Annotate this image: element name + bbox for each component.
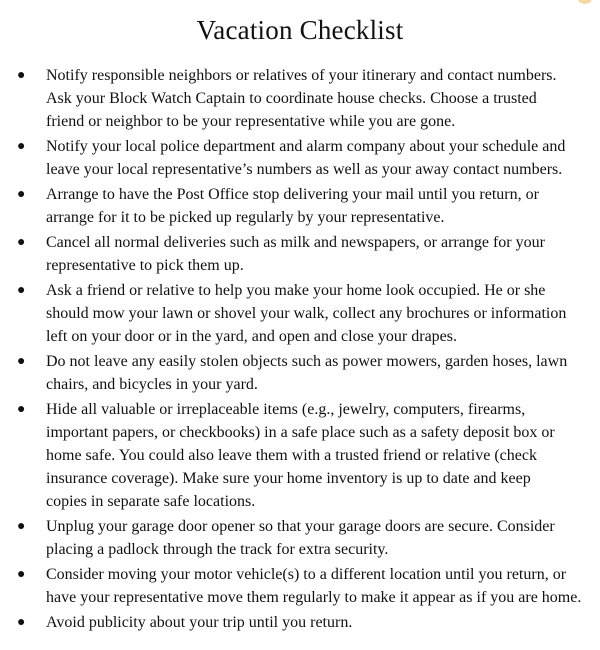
checklist-item [0, 515, 600, 561]
checklist-item-line: Ask a friend or relative to help you make your home look occupied. He or she [46, 282, 546, 299]
bullet-icon: ● [17, 519, 26, 534]
checklist-item-line: important papers, or checkbooks) in a safe place such as a safety deposit box or [46, 424, 555, 441]
checklist [0, 64, 600, 636]
bullet-icon: ● [17, 187, 26, 202]
checklist-item [0, 64, 600, 133]
checklist-item-line: leave your local representative’s numbers as well as your away contact numbers. [46, 161, 563, 178]
checklist-item-line: copies in separate safe locations. [46, 493, 256, 510]
checklist-item-line: placing a padlock through the track for extra security. [46, 541, 389, 558]
checklist-item-line: home safe. You could also leave them with a trusted friend or relative (check [46, 447, 537, 464]
page-title: Vacation Checklist [196, 15, 404, 45]
checklist-item-line: Avoid publicity about your trip until you return. [46, 614, 353, 631]
checklist-item [0, 611, 600, 634]
checklist-item-line: friend or neighbor to be your representative while you are gone. [46, 113, 456, 130]
bullet-icon: ● [17, 235, 26, 250]
checklist-item-line: Cancel all normal deliveries such as milk and newspapers, or arrange for your [46, 234, 545, 251]
bullet-icon: ● [17, 139, 26, 154]
checklist-item-line: Do not leave any easily stolen objects such as power mowers, garden hoses, lawn [46, 353, 568, 370]
checklist-item [0, 135, 600, 181]
bullet-icon: ● [17, 402, 26, 417]
bullet-icon: ● [17, 68, 26, 83]
bullet-icon: ● [17, 615, 26, 630]
corner-decoration [578, 0, 592, 4]
checklist-item [0, 350, 600, 396]
checklist-item [0, 231, 600, 277]
bullet-icon: ● [17, 567, 26, 582]
checklist-item-line: Ask your Block Watch Captain to coordinate house checks. Choose a trusted [46, 90, 537, 107]
checklist-item-line: Arrange to have the Post Office stop delivering your mail until you return, or [46, 186, 539, 203]
bullet-icon: ● [17, 354, 26, 369]
checklist-item-line: should mow your lawn or shovel your walk, collect any brochures or information [46, 305, 567, 322]
checklist-item-line: Unplug your garage door opener so that your garage doors are secure. Consider [46, 518, 555, 535]
checklist-item-line: Notify responsible neighbors or relatives of your itinerary and contact numbers. [46, 67, 557, 84]
checklist-item [0, 563, 600, 609]
bullet-icon: ● [17, 283, 26, 298]
checklist-item-line: left on your door or in the yard, and open and close your drapes. [46, 328, 457, 345]
checklist-item [0, 398, 600, 513]
checklist-item-line: Consider moving your motor vehicle(s) to a different location until you return, or [46, 566, 567, 583]
checklist-item [0, 279, 600, 348]
checklist-item-line: have your representative move them regularly to make it appear as if you are home. [46, 589, 582, 606]
checklist-item-line: arrange for it to be picked up regularly by your representative. [46, 209, 445, 226]
checklist-item-line: chairs, and bicycles in your yard. [46, 376, 258, 393]
checklist-item-line: Hide all valuable or irreplaceable items (e.g., jewelry, computers, firearms, [46, 401, 526, 418]
checklist-item-line: representative to pick them up. [46, 257, 244, 274]
checklist-item-line: insurance coverage). Make sure your home inventory is up to date and keep [46, 470, 531, 487]
checklist-item [0, 183, 600, 229]
checklist-item-line: Notify your local police department and alarm company about your schedule and [46, 138, 566, 155]
